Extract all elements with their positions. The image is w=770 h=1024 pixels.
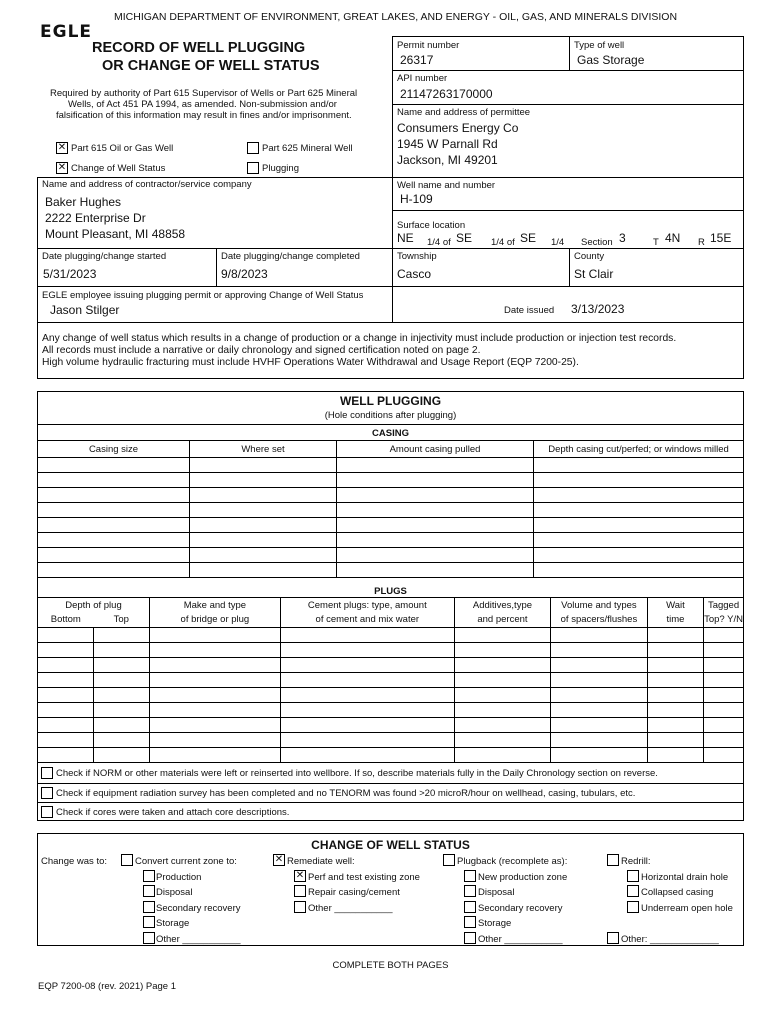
township-t-label: T <box>653 237 659 248</box>
rule <box>37 322 744 323</box>
plug-col-mix: of cement and mix water <box>280 613 454 628</box>
county-value[interactable]: St Clair <box>574 267 614 281</box>
rule <box>392 70 744 71</box>
convert-label: Convert current zone to: <box>135 856 237 867</box>
casing-table <box>37 440 744 578</box>
contractor-label: Name and address of contractor/service company <box>42 179 252 190</box>
township-t-value[interactable]: 4N <box>665 231 681 245</box>
permittee-label: Name and address of permittee <box>397 107 531 118</box>
table-row[interactable] <box>38 518 744 533</box>
table-row[interactable] <box>38 533 744 548</box>
rule <box>392 36 744 37</box>
plugback-secondary-label: Secondary recovery <box>478 903 563 914</box>
convert-storage-label: Storage <box>156 918 190 929</box>
form-title-line2: OR CHANGE OF WELL STATUS <box>102 58 320 74</box>
well-type-label: Type of well <box>574 40 625 51</box>
rule <box>37 820 744 821</box>
rule <box>37 783 744 784</box>
cores-label: Check if cores were taken and attach core descriptions. <box>56 807 290 818</box>
redrill-underream-checkbox[interactable] <box>627 901 639 913</box>
date-issued-label: Date issued <box>504 305 555 316</box>
rule <box>37 833 744 834</box>
well-name-value[interactable]: H-109 <box>400 192 433 206</box>
convert-other-label: Other ___________ <box>156 934 241 945</box>
table-row[interactable] <box>38 488 744 503</box>
convert-disposal-checkbox[interactable] <box>143 885 155 897</box>
plugs-header-row2 <box>38 613 744 628</box>
complete-both-pages: COMPLETE BOTH PAGES <box>332 960 449 971</box>
form-title-line1: RECORD OF WELL PLUGGING <box>92 40 306 56</box>
permittee-line1[interactable]: Consumers Energy Co <box>397 121 519 135</box>
plug-col-top: Top <box>94 613 150 628</box>
convert-disposal-label: Disposal <box>156 887 193 898</box>
plugback-production-label: New production zone <box>478 872 568 883</box>
redrill-label: Redrill: <box>621 856 651 867</box>
rule <box>392 210 744 211</box>
plugging-checkbox[interactable] <box>247 162 259 174</box>
norm-checkbox[interactable] <box>41 767 53 779</box>
rule <box>37 391 744 392</box>
plug-col-volume: Volume and types <box>551 598 648 613</box>
casing-col-size: Casing size <box>38 441 190 458</box>
api-number-label: API number <box>397 73 448 84</box>
rule <box>569 248 570 286</box>
surface-sep2: 1/4 of <box>491 237 515 248</box>
rule <box>37 378 744 379</box>
permittee-line2[interactable]: 1945 W Parnall Rd <box>397 137 498 151</box>
remediate-checkbox[interactable]: ✕ <box>274 854 284 865</box>
rule <box>216 248 217 286</box>
redrill-checkbox[interactable] <box>607 854 619 866</box>
change-status-checkbox[interactable]: ✕ <box>57 162 67 173</box>
change-status-label: Change of Well Status <box>71 163 166 174</box>
surface-location-label: Surface location <box>397 220 466 231</box>
section-value[interactable]: 3 <box>619 231 626 245</box>
table-row[interactable] <box>38 643 744 658</box>
date-started-value[interactable]: 5/31/2023 <box>43 267 97 281</box>
remediate-label: Remediate well: <box>287 856 355 867</box>
remediate-perf-label: Perf and test existing zone <box>308 872 420 883</box>
rule <box>37 286 744 287</box>
rule <box>37 424 744 425</box>
date-issued-value[interactable]: 3/13/2023 <box>571 302 625 316</box>
plugback-label: Plugback (recomplete as): <box>457 856 568 867</box>
convert-secondary-checkbox[interactable] <box>143 901 155 913</box>
plug-col-spacers: of spacers/flushes <box>551 613 648 628</box>
table-row[interactable] <box>38 718 744 733</box>
casing-col-where: Where set <box>190 441 337 458</box>
rule <box>37 177 744 178</box>
well-name-label: Well name and number <box>397 180 496 191</box>
redrill-other-checkbox[interactable] <box>607 932 619 944</box>
authority-text-3: falsification of this information may result in fines and/or imprisonment. <box>56 110 352 121</box>
casing-header-row <box>38 441 744 458</box>
township-label: Township <box>397 251 437 262</box>
plugs-title: PLUGS <box>374 586 407 597</box>
plugback-production-checkbox[interactable] <box>464 870 476 882</box>
rule <box>37 945 744 946</box>
plugback-other-checkbox[interactable] <box>464 932 476 944</box>
table-row[interactable] <box>38 748 744 763</box>
plugs-header-row1 <box>38 598 744 613</box>
convert-production-checkbox[interactable] <box>143 870 155 882</box>
permit-number-label: Permit number <box>397 40 460 51</box>
table-row[interactable] <box>38 688 744 703</box>
table-row[interactable] <box>38 673 744 688</box>
table-row[interactable] <box>38 548 744 563</box>
convert-storage-checkbox[interactable] <box>143 916 155 928</box>
plugback-disposal-label: Disposal <box>478 887 515 898</box>
table-row[interactable] <box>38 473 744 488</box>
surface-sep3: 1/4 <box>551 237 565 248</box>
part615-label: Part 615 Oil or Gas Well <box>71 143 174 154</box>
remediate-perf-checkbox[interactable]: ✕ <box>295 870 305 881</box>
rule <box>37 177 38 379</box>
plug-col-percent: and percent <box>454 613 550 628</box>
township-value[interactable]: Casco <box>397 267 432 281</box>
rule <box>743 36 744 379</box>
notice-line1: Any change of well status which results in a change of production or a change in injectivity must include production or injection test records. <box>42 333 677 344</box>
contractor-line2[interactable]: 2222 Enterprise Dr <box>45 211 146 225</box>
plug-col-make: Make and type <box>149 598 280 613</box>
remediate-repair-checkbox[interactable] <box>294 885 306 897</box>
redrill-horizontal-label: Horizontal drain hole <box>641 872 729 883</box>
rule <box>37 248 744 249</box>
plug-col-bottom: Bottom <box>38 613 94 628</box>
section-label: Section <box>581 237 613 248</box>
plugback-secondary-checkbox[interactable] <box>464 901 476 913</box>
permit-number-value[interactable]: 26317 <box>400 53 434 67</box>
notice-line3: High volume hydraulic fracturing must include HVHF Operations Water Withdrawal and Usage Report (EQP 7200-25). <box>42 357 579 368</box>
plugback-storage-label: Storage <box>478 918 512 929</box>
plug-col-depth: Depth of plug <box>38 598 150 613</box>
plug-col-time: time <box>647 613 703 628</box>
table-row[interactable] <box>38 703 744 718</box>
date-completed-label: Date plugging/change completed <box>221 251 360 262</box>
well-plugging-subtitle: (Hole conditions after plugging) <box>324 410 457 421</box>
norm-label: Check if NORM or other materials were left or reinserted into wellbore. If so, describe materials fully in the Daily Chronology section on reverse. <box>56 768 658 779</box>
plug-col-tagged: Tagged <box>704 598 744 613</box>
radiation-checkbox[interactable] <box>41 787 53 799</box>
plugback-other-label: Other ___________ <box>478 934 563 945</box>
table-row[interactable] <box>38 563 744 578</box>
employee-value[interactable]: Jason Stilger <box>50 303 120 317</box>
convert-production-label: Production <box>156 872 202 883</box>
redrill-collapsed-checkbox[interactable] <box>627 885 639 897</box>
county-label: County <box>574 251 605 262</box>
redrill-other-label: Other: _____________ <box>621 934 719 945</box>
date-started-label: Date plugging/change started <box>42 251 167 262</box>
redrill-underream-label: Underream open hole <box>641 903 733 914</box>
surface-q3[interactable]: SE <box>520 231 537 245</box>
employee-label: EGLE employee issuing plugging permit or approving Change of Well Status <box>42 290 364 301</box>
api-number-value[interactable]: 21147263170000 <box>400 87 493 101</box>
rule <box>392 104 744 105</box>
plugback-disposal-checkbox[interactable] <box>464 885 476 897</box>
radiation-label: Check if equipment radiation survey has been completed and no TENORM was found >20 microR/hour on wellhead, casing, tubulars, etc. <box>56 788 636 799</box>
authority-text-2: Wells, of Act 451 PA 1994, as amended. Non-submission and/or <box>68 99 337 110</box>
rule <box>37 802 744 803</box>
contractor-line1[interactable]: Baker Hughes <box>45 195 122 209</box>
part625-label: Part 625 Mineral Well <box>262 143 353 154</box>
change-was-to-label: Change was to: <box>41 856 108 867</box>
surface-q1[interactable]: NE <box>397 231 414 245</box>
table-row[interactable] <box>38 503 744 518</box>
notice-line2: All records must include a narrative or daily chronology and signed certification noted on page 2. <box>42 345 481 356</box>
plug-col-bridge: of bridge or plug <box>149 613 280 628</box>
plugs-table <box>37 597 744 763</box>
surface-sep1: 1/4 of <box>427 237 451 248</box>
casing-title: CASING <box>372 428 409 439</box>
table-row[interactable] <box>38 628 744 643</box>
range-r-label: R <box>698 237 705 248</box>
form-id: EQP 7200-08 (rev. 2021) Page 1 <box>38 981 177 992</box>
convert-checkbox[interactable] <box>121 854 133 866</box>
surface-q2[interactable]: SE <box>456 231 473 245</box>
redrill-horizontal-checkbox[interactable] <box>627 870 639 882</box>
well-plugging-title: WELL PLUGGING <box>339 394 442 408</box>
remediate-repair-label: Repair casing/cement <box>308 887 400 898</box>
agency-name: MICHIGAN DEPARTMENT OF ENVIRONMENT, GREAT LAKES, AND ENERGY - OIL, GAS, AND MINERALS DIVISION <box>114 11 678 23</box>
redrill-collapsed-label: Collapsed casing <box>641 887 714 898</box>
plugback-checkbox[interactable] <box>443 854 455 866</box>
part615-checkbox[interactable]: ✕ <box>57 142 67 153</box>
status-title: CHANGE OF WELL STATUS <box>311 838 470 852</box>
table-row[interactable] <box>38 658 744 673</box>
egle-logo: EGLE <box>40 22 93 42</box>
casing-col-depth: Depth casing cut/perfed; or windows milled <box>534 441 744 458</box>
casing-col-amount: Amount casing pulled <box>337 441 534 458</box>
rule <box>569 36 570 70</box>
range-r-value[interactable]: 15E <box>710 231 732 245</box>
contractor-line3[interactable]: Mount Pleasant, MI 48858 <box>45 227 186 241</box>
plug-col-cement: Cement plugs: type, amount <box>280 598 454 613</box>
remediate-other-checkbox[interactable] <box>294 901 306 913</box>
authority-text-1: Required by authority of Part 615 Supervisor of Wells or Part 625 Mineral <box>50 88 358 99</box>
well-type-value[interactable]: Gas Storage <box>577 53 645 67</box>
cores-checkbox[interactable] <box>41 806 53 818</box>
plug-col-topyn: Top? Y/N <box>704 613 744 628</box>
plugging-label: Plugging <box>262 163 299 174</box>
plug-col-wait: Wait <box>647 598 703 613</box>
plug-col-additives: Additives,type <box>454 598 550 613</box>
rule <box>392 36 393 322</box>
table-row[interactable] <box>38 458 744 473</box>
remediate-other-label: Other ___________ <box>308 903 393 914</box>
table-row[interactable] <box>38 733 744 748</box>
plugback-storage-checkbox[interactable] <box>464 916 476 928</box>
part625-checkbox[interactable] <box>247 142 259 154</box>
convert-secondary-label: Secondary recovery <box>156 903 241 914</box>
date-completed-value[interactable]: 9/8/2023 <box>221 267 268 281</box>
convert-other-checkbox[interactable] <box>143 932 155 944</box>
permittee-line3[interactable]: Jackson, MI 49201 <box>397 153 498 167</box>
